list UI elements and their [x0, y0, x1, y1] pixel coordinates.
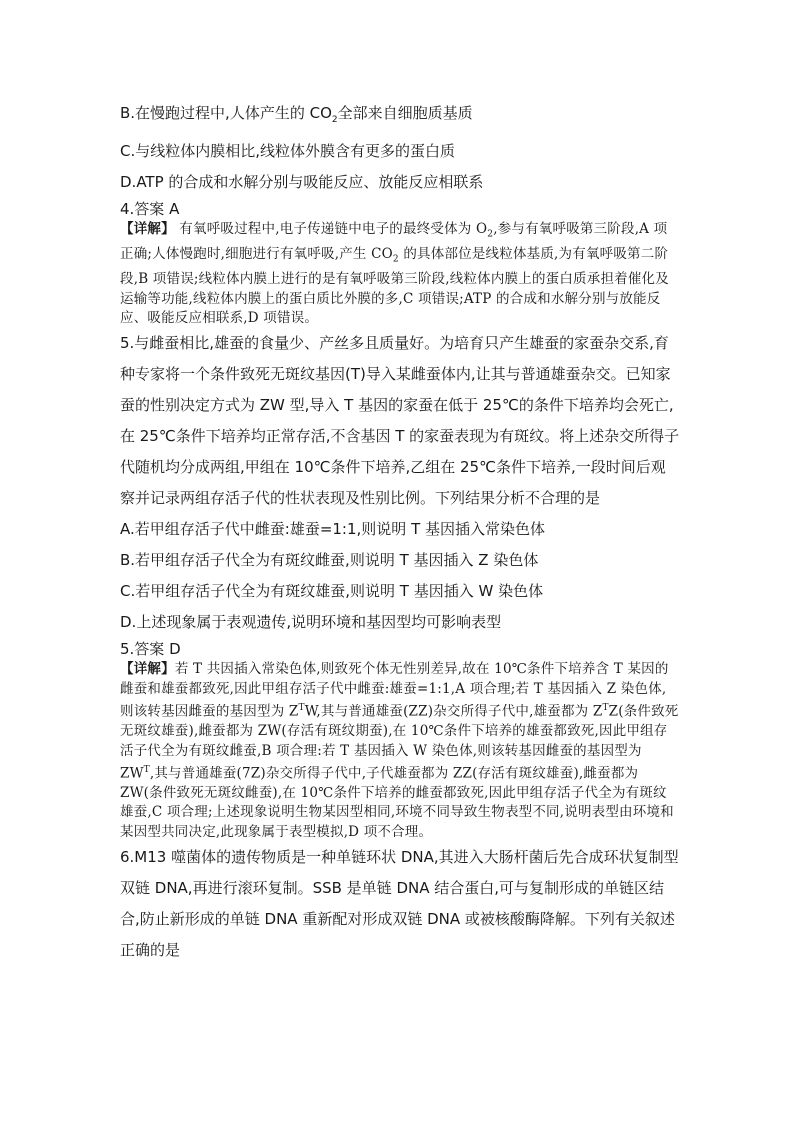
- q3-option-b: B.在慢跑过程中,人体产生的 $CO_2$全部来自细胞质基质: [120, 104, 473, 125]
- answer-5-detail: 【详解】若 T 共因插入常染色体,则致死个体无性别差异,故在 10℃条件下培养含 T 某因的雌蚕和雄蚕都致死,因此甲组存活子代中雌蚕:雄蚕=1:1,A 项合理;若 T 基因插入 Z 染色体,则该转基因雌蚕的基因型为 $Z^TW$,其与普通雄蚕(ZZ)杂交所得子代中,雄蚕都为 $Z^TZ$(条件致死无斑纹雄蚕),雌蚕都为 ZW(存活有斑纹期蚕),在 10℃条件下培养的雄蚕都致死,因此甲组存活子代全为有斑纹雌蚕,B 项合理:若 T 基因插入 W 染色体,则该转基因雌蚕的基因型为 $ZW^T$,其与普通雄蚕(7Z)杂交所得子代中,子代雄蚕都为 ZZ(存活有斑纹雄蚕),雌蚕都为 ZW(条件致死无斑纹雌蚕),在 10℃条件下培养的雌蚕都致死,因此甲组存活子代全为有斑纹雄蚕,C 项合理;上述现象说明生物某因型相同,环境不同导致生物表型不同,说明表型由环境和某因型共同决定,此现象属于表型模拟,D 项不合理。: [120, 661, 679, 840]
- answer-4-detail: 【详解】 有氧呼吸过程中,电子传递链中电子的最终受体为 $O_2$,参与有氧呼吸第三阶段,A 项正确;人体慢跑时,细胞进行有氧呼吸,产生 $CO_2$ 的具体部位是线粒体基质,为有氧呼吸第二阶段,B 项错误;线粒体内膜上进行的是有氧呼吸第三阶段,线粒体内膜上的蛋白质承担着催化及运输等功能,线粒体内膜上的蛋白质比外膜的多,C 项错误;ATP 的合成和水解分别与放能反应、吸能反应相联系,D 项错误。: [120, 221, 669, 326]
- q3-option-d: D.ATP 的合成和水解分别与吸能反应、放能反应相联系: [120, 173, 484, 191]
- q3-option-c: C.与线粒体内膜相比,线粒体外膜含有更多的蛋白质: [120, 142, 456, 160]
- q5-stem: 5.与雌蚕相比,雄蚕的食量少、产丝多且质量好。为培育只产生雄蚕的家蚕杂交系,育种专家将一个条件致死无斑纹基因(T)导入某雌蚕体内,让其与普通雄蚕杂交。已知家蚕的性别决定方式为 ZW 型,导入 T 基因的家蚕在低于 25℃的条件下培养均会死亡,在 25℃条件下培养均正常存活,不含基因 T 的家蚕表现为有斑纹。将上述杂交所得子代随机均分成两组,甲组在 10℃条件下培养,乙组在 25℃条件下培养,一段时间后观察并记录两组存活子代的性状表现及性别比例。下列结果分析不合理的是: [120, 334, 680, 508]
- q5-option-a: A.若甲组存活子代中雌蚕:雄蚕=1:1,则说明 T 基因插入常染色体: [120, 520, 545, 539]
- q5-option-c: C.若甲组存活子代全为有斑纹雄蚕,则说明 T 基因插入 W 染色体: [120, 582, 544, 601]
- answer-4-title: 4.答案 A: [120, 200, 180, 218]
- answer-5-title: 5.答案 D: [120, 640, 181, 659]
- q5-option-d: D.上述现象属于表观遗传,说明环境和基因型均可影响表型: [120, 613, 502, 632]
- document-content: [120, 98, 680, 966]
- q5-option-b: B.若甲组存活子代全为有斑纹雌蚕,则说明 T 基因插入 Z 染色体: [120, 551, 539, 570]
- q6-stem: 6.M13 噬菌体的遗传物质是一种单链环状 DNA,其进入大肠杆菌后先合成环状复制型双链 DNA,再进行滚环复制。SSB 是单链 DNA 结合蛋白,可与复制形成的单链区结合,防止新形成的单链 DNA 重新配对形成双链 DNA 或被核酸酶降解。下列有关叙述正确的是: [120, 848, 679, 960]
